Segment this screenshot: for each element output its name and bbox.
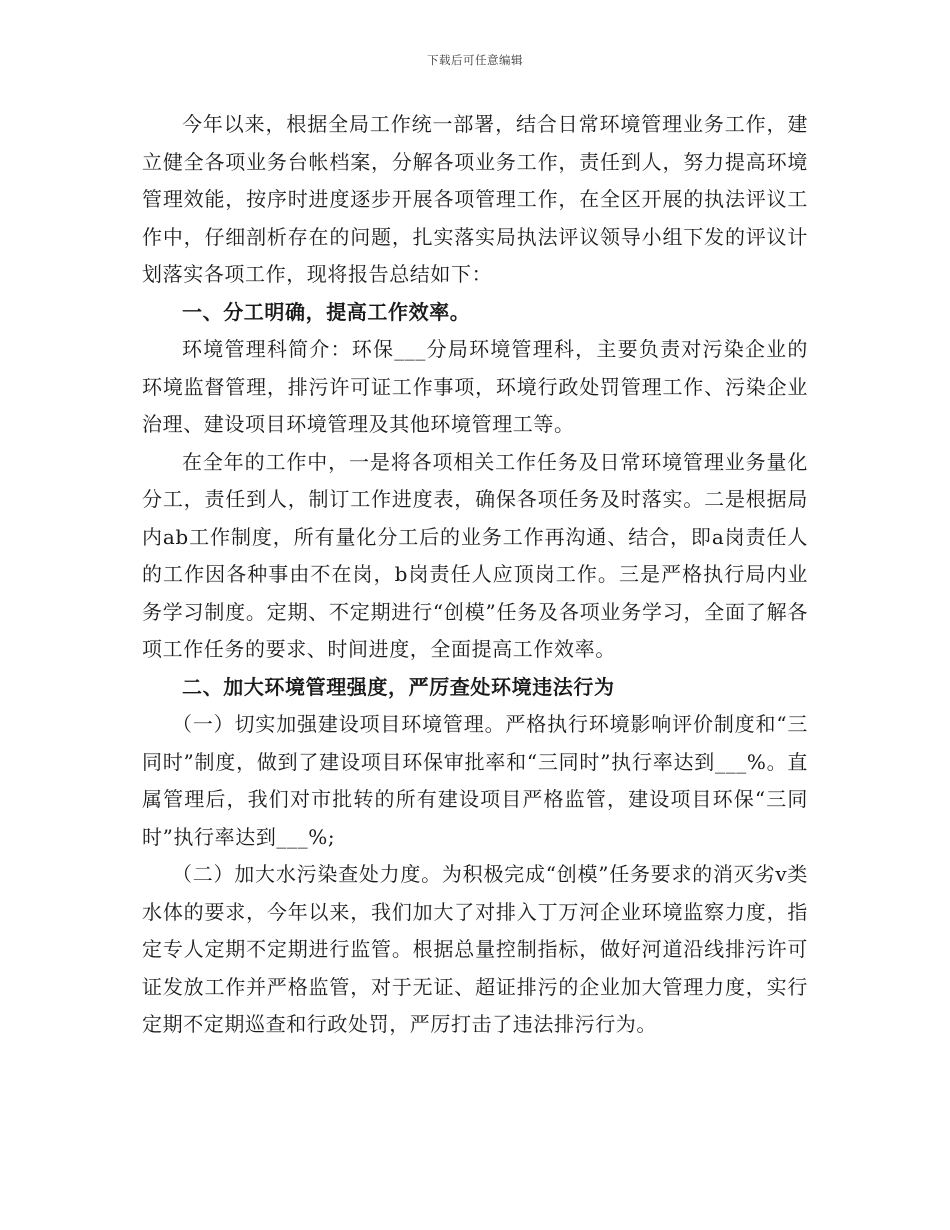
intro-paragraph: 今年以来，根据全局工作统一部署，结合日常环境管理业务工作，建立健全各项业务台帐档案，分解各项业务工作，责任到人，努力提高环境管理效能，按序时进度逐步开展各项管理工作，在全区开展的执法评议工作中，仔细剖析存在的问题，扎实落实局执法评议领导小组下发的评议计划落实各项工作，现将报告总结如下： [142, 112, 808, 286]
section-2-paragraph-1: （一）切实加强建设项目环境管理。严格执行环境影响评价制度和“三同时”制度，做到了建设项目环保审批率和“三同时”执行率达到___%。直属管理后，我们对市批转的所有建设项目严格监管，建设项目环保“三同时”执行率达到___%; [142, 712, 808, 849]
page-header: 下载后可任意编辑 [427, 53, 523, 67]
section-2-heading: 二、加大环境管理强度，严厉查处环境违法行为 [182, 674, 615, 699]
section-1-paragraph-2: 在全年的工作中，一是将各项相关工作任务及日常环境管理业务量化分工，责任到人，制订工作进度表，确保各项任务及时落实。二是根据局内ab工作制度，所有量化分工后的业务工作再沟通、结合，即a岗责任人的工作因各种事由不在岗，b岗责任人应顶岗工作。三是严格执行局内业务学习制度。定期、不定期进行“创模”任务及各项业务学习，全面了解各项工作任务的要求、时间进度，全面提高工作效率。 [142, 449, 808, 661]
section-1-heading: 一、分工明确，提高工作效率。 [182, 299, 471, 324]
document-body [142, 106, 808, 1044]
section-2-paragraph-2: （二）加大水污染查处力度。为积极完成“创模”任务要求的消灭劣v类水体的要求，今年以来，我们加大了对排入丁万河企业环境监察力度，指定专人定期不定期进行监管。根据总量控制指标，做好河道沿线排污许可证发放工作并严格监管，对于无证、超证排污的企业加大管理力度，实行定期不定期巡查和行政处罚，严厉打击了违法排污行为。 [142, 862, 808, 1036]
section-1-paragraph-1: 环境管理科简介：环保___分局环境管理科，主要负责对污染企业的环境监督管理，排污许可证工作事项，环境行政处罚管理工作、污染企业治理、建设项目环境管理及其他环境管理工等。 [142, 337, 808, 436]
